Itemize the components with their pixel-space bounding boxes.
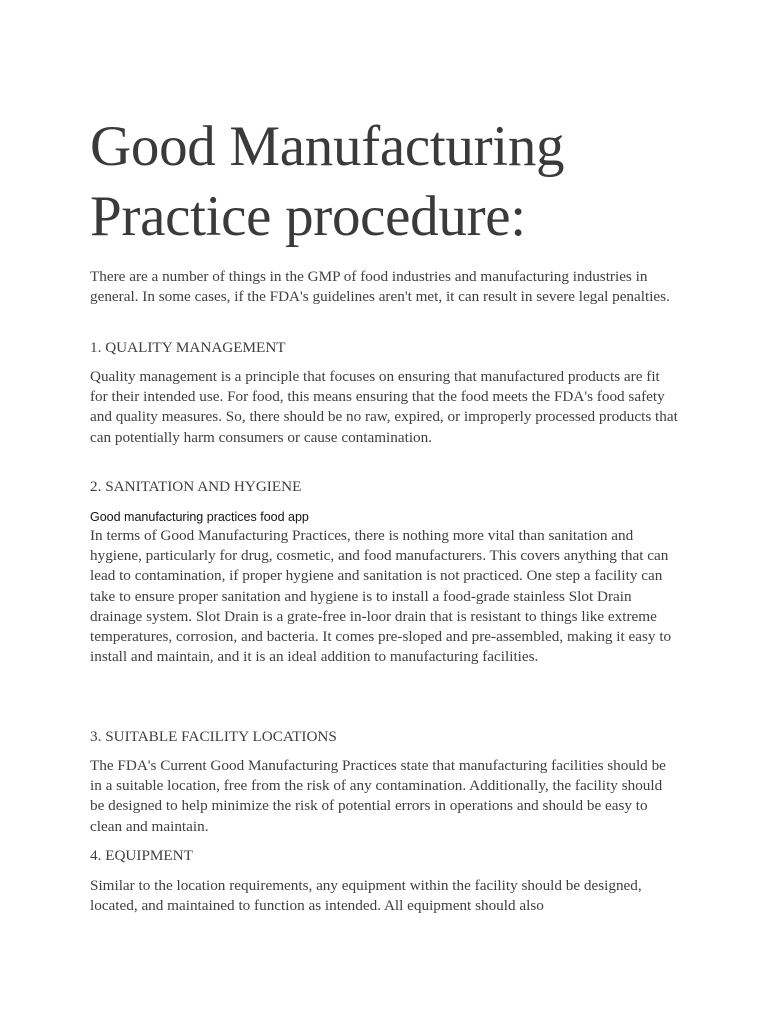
- section-body-equipment: Similar to the location requirements, any equipment within the facility should be designed, located, and maintained to function as intended. All equipment should also: [90, 877, 642, 915]
- section-heading-quality-management: 1. QUALITY MANAGEMENT: [90, 339, 286, 356]
- section-body-facility-locations: The FDA's Current Good Manufacturing Practices state that manufacturing facilities should be in a suitable location, free from the risk of any contamination. Additionally, the facility should be designed to help minimize the risk of potential errors in operations and should be easy to clean and maintain.: [90, 757, 666, 835]
- page-title: Good Manufacturing Practice procedure:: [90, 115, 565, 248]
- intro-paragraph: There are a number of things in the GMP of food industries and manufacturing industries in general. In some cases, if the FDA's guidelines aren't met, it can result in severe legal penalties.: [90, 268, 670, 306]
- section-heading-facility-locations: 3. SUITABLE FACILITY LOCATIONS: [90, 728, 337, 745]
- section-body-sanitation-hygiene: In terms of Good Manufacturing Practices, there is nothing more vital than sanitation and hygiene, particularly for drug, cosmetic, and food manufacturers. This covers anything that can lead to contamination, if proper hygiene and sanitation is not practiced. One step a facility can take to ensure proper sanitation and hygiene is to install a food-grade stainless Slot Drain drainage system. Slot Drain is a grate-free in-loor drain that is resistant to things like extreme temperatures, corrosion, and bacteria. It comes pre-sloped and pre-assembled, making it easy to install and maintain, and it is an ideal addition to manufacturing facilities.: [90, 527, 672, 666]
- section-heading-equipment: 4. EQUIPMENT: [90, 847, 193, 864]
- section-body-quality-management: Quality management is a principle that focuses on ensuring that manufactured products are fit for their intended use. For food, this means ensuring that the food meets the FDA's food safety and quality measures. So, there should be no raw, expired, or improperly processed products that can potentially harm consumers or cause contamination.: [90, 368, 678, 446]
- section-heading-sanitation-hygiene: 2. SANITATION AND HYGIENE: [90, 478, 302, 495]
- related-link-label[interactable]: Good manufacturing practices food app: [90, 510, 309, 524]
